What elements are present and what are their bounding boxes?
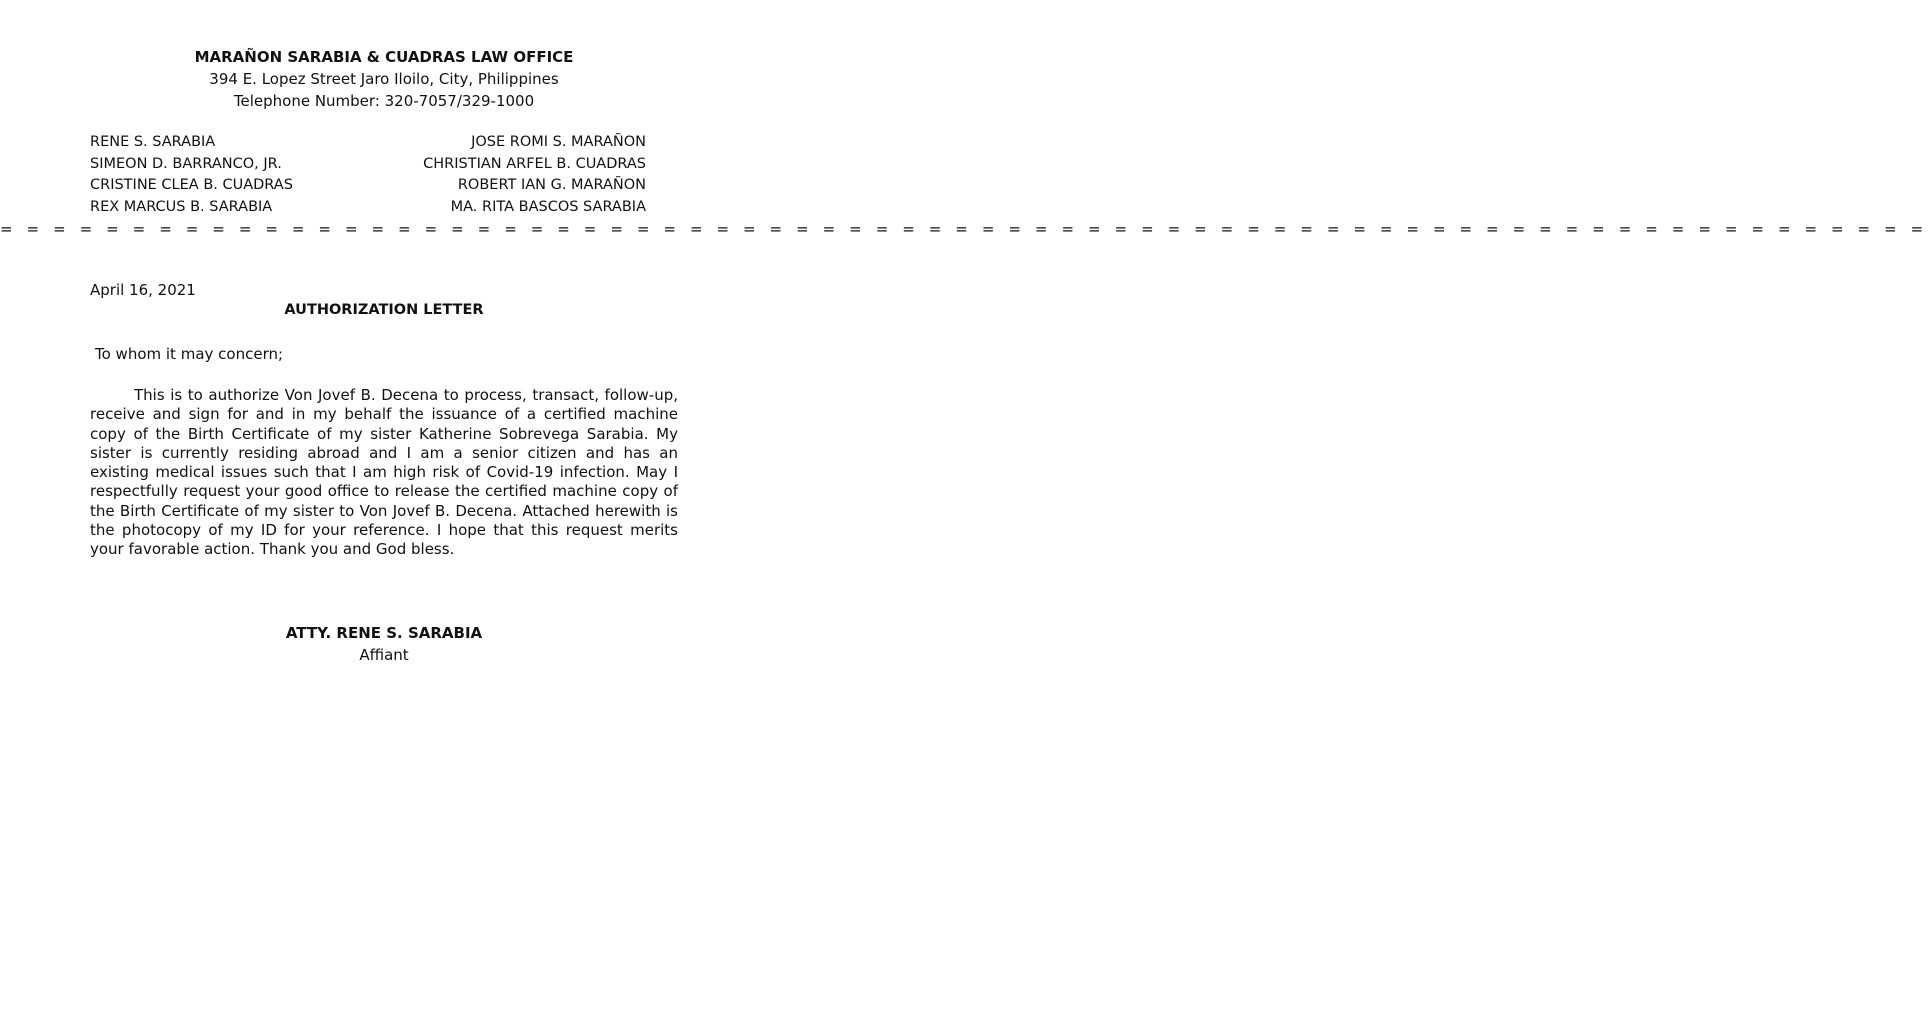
letter-salutation: To whom it may concern; <box>95 345 284 363</box>
letterhead-separator: = = = = = = = = = = = = = = = = = = = = = = = = = = = = = = = = = = = = = = = = = = = = = = = = = = = = = = = = = = = = = = = = = = = = = = = = = <box>0 220 1928 238</box>
firm-name: MARAÑON SARABIA & CUADRAS LAW OFFICE <box>194 48 574 66</box>
firm-telephone: Telephone Number: 320-7057/329-1000 <box>233 92 535 110</box>
partner-name: JOSE ROMI S. MARAÑON <box>471 134 646 150</box>
partner-name: SIMEON D. BARRANCO, JR. <box>90 155 282 172</box>
letter-date: April 16, 2021 <box>90 281 196 299</box>
partner-row <box>90 175 646 197</box>
signatory-name: ATTY. RENE S. SARABIA <box>285 624 483 642</box>
letterhead <box>0 46 768 112</box>
partner-name: CRISTINE CLEA B. CUADRAS <box>90 177 293 193</box>
partner-name: MA. RITA BASCOS SARABIA <box>450 198 646 215</box>
partners-list <box>90 132 646 218</box>
firm-address: 394 E. Lopez Street Jaro Iloilo, City, Philippines <box>209 70 559 88</box>
signatory-role: Affiant <box>359 646 409 664</box>
partner-name: REX MARCUS B. SARABIA <box>90 198 273 215</box>
letter-title: AUTHORIZATION LETTER <box>284 302 484 318</box>
partner-name: RENE S. SARABIA <box>90 134 216 150</box>
letter-body: This is to authorize Von Jovef B. Decena to process, transact, follow-up, receive and sign for and in my behalf the issuance of a certified machine copy of the Birth Certificate of my sister Katherine Sobrevega Sarabia. My sister is currently residing abroad and I am a senior citizen and has an existing medical issues such that I am high risk of Covid-19 infection. May I respectfully request your good office to release the certified machine copy of the Birth Certificate of my sister to Von Jovef B. Decena. Attached herewith is the photocopy of my ID for your reference. I hope that this request merits your favorable action. Thank you and God bless. <box>90 386 678 559</box>
partner-name: CHRISTIAN ARFEL B. CUADRAS <box>423 155 646 172</box>
partner-row <box>90 154 646 176</box>
partner-row <box>90 197 646 219</box>
partner-name: ROBERT IAN G. MARAÑON <box>457 177 646 193</box>
partner-row <box>90 132 646 154</box>
